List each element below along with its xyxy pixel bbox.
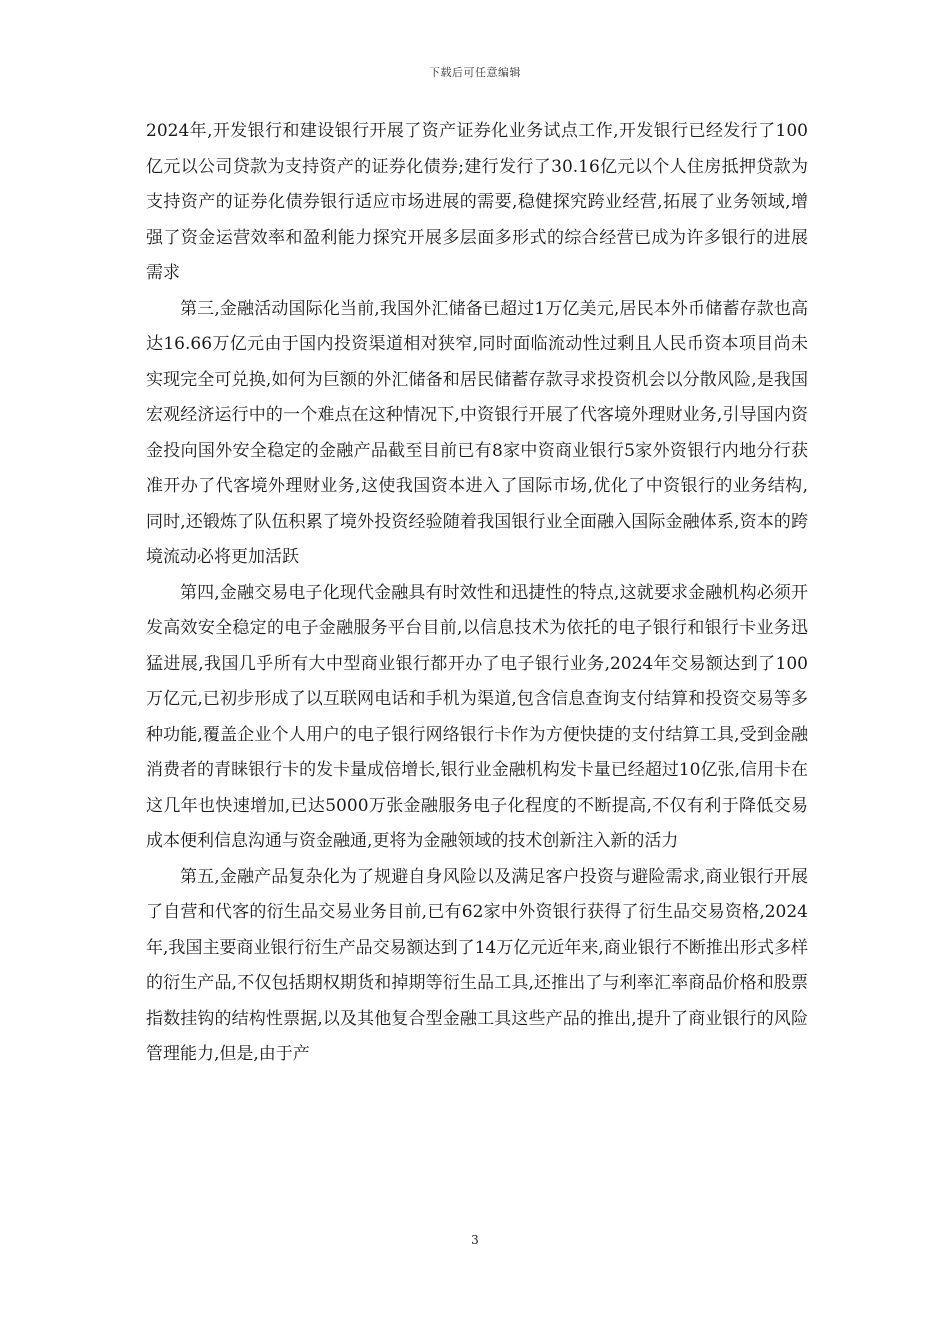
paragraph-3: 第四,金融交易电子化现代金融具有时效性和迅捷性的特点,这就要求金融机构必须开发高效安全稳定的电子金融服务平台目前,以信息技术为依托的电子银行和银行卡业务迅猛进展,我国几乎所有大中型商业银行都开办了电子银行业务,2024年交易额达到了100万亿元,已初步形成了以互联网电话和手机为渠道,包含信息查询支付结算和投资交易等多种功能,覆盖企业个人用户的电子银行网络银行卡作为方便快捷的支付结算工具,受到金融消费者的青睐银行卡的发卡量成倍增长,银行业金融机构发卡量已经超过10亿张,信用卡在这几年也快速增加,已达5000万张金融服务电子化程度的不断提高,不仅有利于降低交易成本便利信息沟通与资金融通,更将为金融领域的技术创新注入新的活力 [146, 582, 808, 851]
paragraph-2: 第三,金融活动国际化当前,我国外汇储备已超过1万亿美元,居民本外币储蓄存款也高达16.66万亿元由于国内投资渠道相对狭窄,同时面临流动性过剩且人民币资本项目尚未实现完全可兑换,如何为巨额的外汇储备和居民储蓄存款寻求投资机会以分散风险,是我国宏观经济运行中的一个难点在这种情况下,中资银行开展了代客境外理财业务,引导国内资金投向国外安全稳定的金融产品截至目前已有8家中资商业银行5家外资银行内地分行获准开办了代客境外理财业务,这使我国资本进入了国际市场,优化了中资银行的业务结构,同时,还锻炼了队伍积累了境外投资经验随着我国银行业全面融入国际金融体系,资本的跨境流动必将更加活跃 [146, 298, 808, 567]
page-header: 下载后可任意编辑 [429, 66, 521, 79]
page-number: 3 [471, 1233, 479, 1247]
document-body [146, 114, 808, 1073]
paragraph-1: 2024年,开发银行和建设银行开展了资产证券化业务试点工作,开发银行已经发行了100亿元以公司贷款为支持资产的证券化债券;建行发行了30.16亿元以个人住房抵押贷款为支持资产的证券化债券银行适应市场进展的需要,稳健探究跨业经营,拓展了业务领域,增强了资金运营效率和盈利能力探究开展多层面多形式的综合经营已成为许多银行的进展需求 [146, 121, 808, 283]
paragraph-4: 第五,金融产品复杂化为了规避自身风险以及满足客户投资与避险需求,商业银行开展了自营和代客的衍生品交易业务目前,已有62家中外资银行获得了衍生品交易资格,2024年,我国主要商业银行衍生产品交易额达到了14万亿元近年来,商业银行不断推出形式多样的衍生产品,不仅包括期权期货和掉期等衍生品工具,还推出了与利率汇率商品价格和股票指数挂钩的结构性票据,以及其他复合型金融工具这些产品的推出,提升了商业银行的风险管理能力,但是,由于产 [146, 866, 808, 1064]
